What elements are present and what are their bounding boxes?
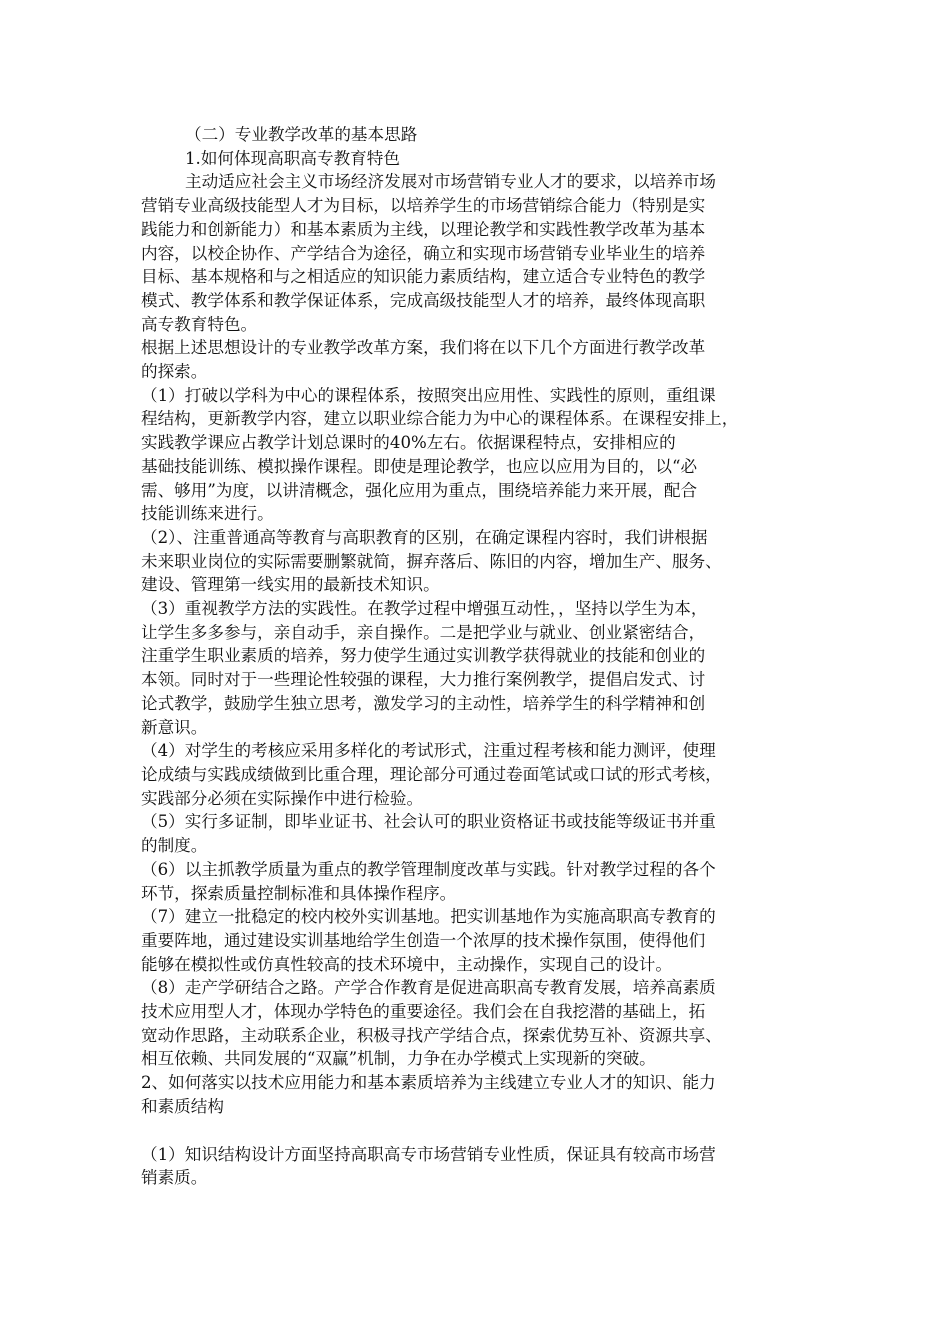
- text-line: 模式、教学体系和教学保证体系，完成高级技能型人才的培养，最终体现高职: [141, 290, 706, 310]
- blank-line: [141, 1119, 821, 1143]
- text-line: 目标、基本规格和与之相适应的知识能力素质结构，建立适合专业特色的教学: [141, 267, 706, 287]
- text-line: 论式教学，鼓励学生独立思考，激发学习的主动性，培养学生的科学精神和创: [141, 693, 706, 713]
- list-item-8: [141, 976, 821, 1071]
- text-line: （1）打破以学科为中心的课程体系，按照突出应用性、实践性的原则，重组课: [141, 385, 716, 405]
- text-line: （6）以主抓教学质量为重点的教学管理制度改革与实践。针对教学过程的各个: [141, 859, 716, 879]
- text-line: 践能力和创新能力）和基本素质为主线，以理论教学和实践性教学改革为基本: [141, 219, 706, 239]
- text-line: 技能训练来进行。: [141, 504, 274, 524]
- text-line: 基础技能训练、模拟操作课程。即使是理论教学，也应以应用为目的，以“必: [141, 456, 698, 476]
- text-line: 根据上述思想设计的专业教学改革方案，我们将在以下几个方面进行教学改革: [141, 338, 706, 358]
- list-item-7: [141, 905, 821, 976]
- text-line: （3）重视教学方法的实践性。在教学过程中增强互动性，，坚持以学生为本，: [141, 599, 708, 619]
- section-title: （二）专业教学改革的基本思路: [185, 125, 418, 144]
- list-item-2-1: [141, 1143, 821, 1190]
- list-item-4: [141, 739, 821, 810]
- text-line: （8）走产学研结合之路。产学合作教育是促进高职高专教育发展，培养高素质: [141, 978, 716, 998]
- text-line: 未来职业岗位的实际需要删繁就简，摒弃落后、陈旧的内容，增加生产、服务、: [141, 551, 722, 571]
- text-line: 注重学生职业素质的培养，努力使学生通过实训教学获得就业的技能和创业的: [141, 646, 706, 666]
- text-line: 的制度。: [141, 836, 208, 856]
- text-line: 实践教学课应占教学计划总课时的40%左右。依据课程特点，安排相应的: [141, 433, 676, 453]
- text-line: 实践部分必须在实际操作中进行检验。: [141, 788, 424, 808]
- text-line: 新意识。: [141, 717, 208, 737]
- document-page: [141, 123, 821, 1190]
- list-item-5: [141, 810, 821, 857]
- text-line: 内容，以校企协作、产学结合为途径，确立和实现市场营销专业毕业生的培养: [141, 243, 706, 263]
- text-line: （2）、注重普通高等教育与高职教育的区别，在确定课程内容时，我们讲根据: [141, 527, 708, 547]
- text-line: 需、够用”为度，以讲清概念，强化应用为重点，围绕培养能力来开展，配合: [141, 480, 698, 500]
- text-line: 能够在模拟性或仿真性较高的技术环境中，主动操作，实现自己的设计。: [141, 954, 672, 974]
- text-line: 相互依赖、共同发展的“双赢”机制，力争在办学模式上实现新的突破。: [141, 1049, 656, 1069]
- text-line: 论成绩与实践成绩做到比重合理，理论部分可通过卷面笔试或口试的形式考核，: [141, 764, 722, 784]
- text-line: 让学生多多参与，亲自动手，亲自操作。二是把学业与就业、创业紧密结合，: [141, 622, 706, 642]
- text-line: 2、如何落实以技术应用能力和基本素质培养为主线建立专业人才的知识、能力: [141, 1073, 716, 1093]
- text-line: 技术应用型人才，体现办学特色的重要途径。我们会在自我挖潜的基础上，拓: [141, 1002, 706, 1022]
- list-item-2: [141, 526, 821, 597]
- text-line: 宽动作思路，主动联系企业，积极寻找产学结合点，探索优势互补、资源共享、: [141, 1025, 722, 1045]
- text-line: 建设、管理第一线实用的最新技术知识。: [141, 575, 440, 595]
- text-line: （1）知识结构设计方面坚持高职高专市场营销专业性质，保证具有较高市场营: [141, 1144, 716, 1164]
- text-line: 的探索。: [141, 362, 208, 382]
- paragraph-plan: [141, 336, 821, 383]
- list-item-1: [141, 384, 821, 526]
- subsection-1-title: 1.如何体现高职高专教育特色: [185, 148, 400, 168]
- text-line: （4）对学生的考核应采用多样化的考试形式，注重过程考核和能力测评，使理: [141, 741, 716, 761]
- paragraph-intro: [141, 170, 821, 336]
- text-line: 销素质。: [141, 1168, 208, 1188]
- list-item-3: [141, 597, 821, 739]
- subsection-2-title: [141, 1071, 821, 1118]
- text-line: 程结构，更新教学内容，建立以职业综合能力为中心的课程体系。在课程安排上，: [141, 409, 739, 429]
- text-line: 营销专业高级技能型人才为目标，以培养学生的市场营销综合能力（特别是实: [141, 196, 706, 216]
- text-line: 重要阵地，通过建设实训基地给学生创造一个浓厚的技术操作氛围，使得他们: [141, 930, 706, 950]
- text-line: 和素质结构: [141, 1096, 224, 1116]
- text-line: 本领。同时对于一些理论性较强的课程，大力推行案例教学，提倡启发式、讨: [141, 670, 706, 690]
- text-line: （5）实行多证制，即毕业证书、社会认可的职业资格证书或技能等级证书并重: [141, 812, 716, 832]
- list-item-6: [141, 858, 821, 905]
- text-line: 环节，探索质量控制标准和具体操作程序。: [141, 883, 457, 903]
- text-line: 主动适应社会主义市场经济发展对市场营销专业人才的要求，以培养市场: [185, 172, 716, 192]
- text-line: （7）建立一批稳定的校内校外实训基地。把实训基地作为实施高职高专教育的: [141, 907, 716, 927]
- text-line: 高专教育特色。: [141, 314, 258, 334]
